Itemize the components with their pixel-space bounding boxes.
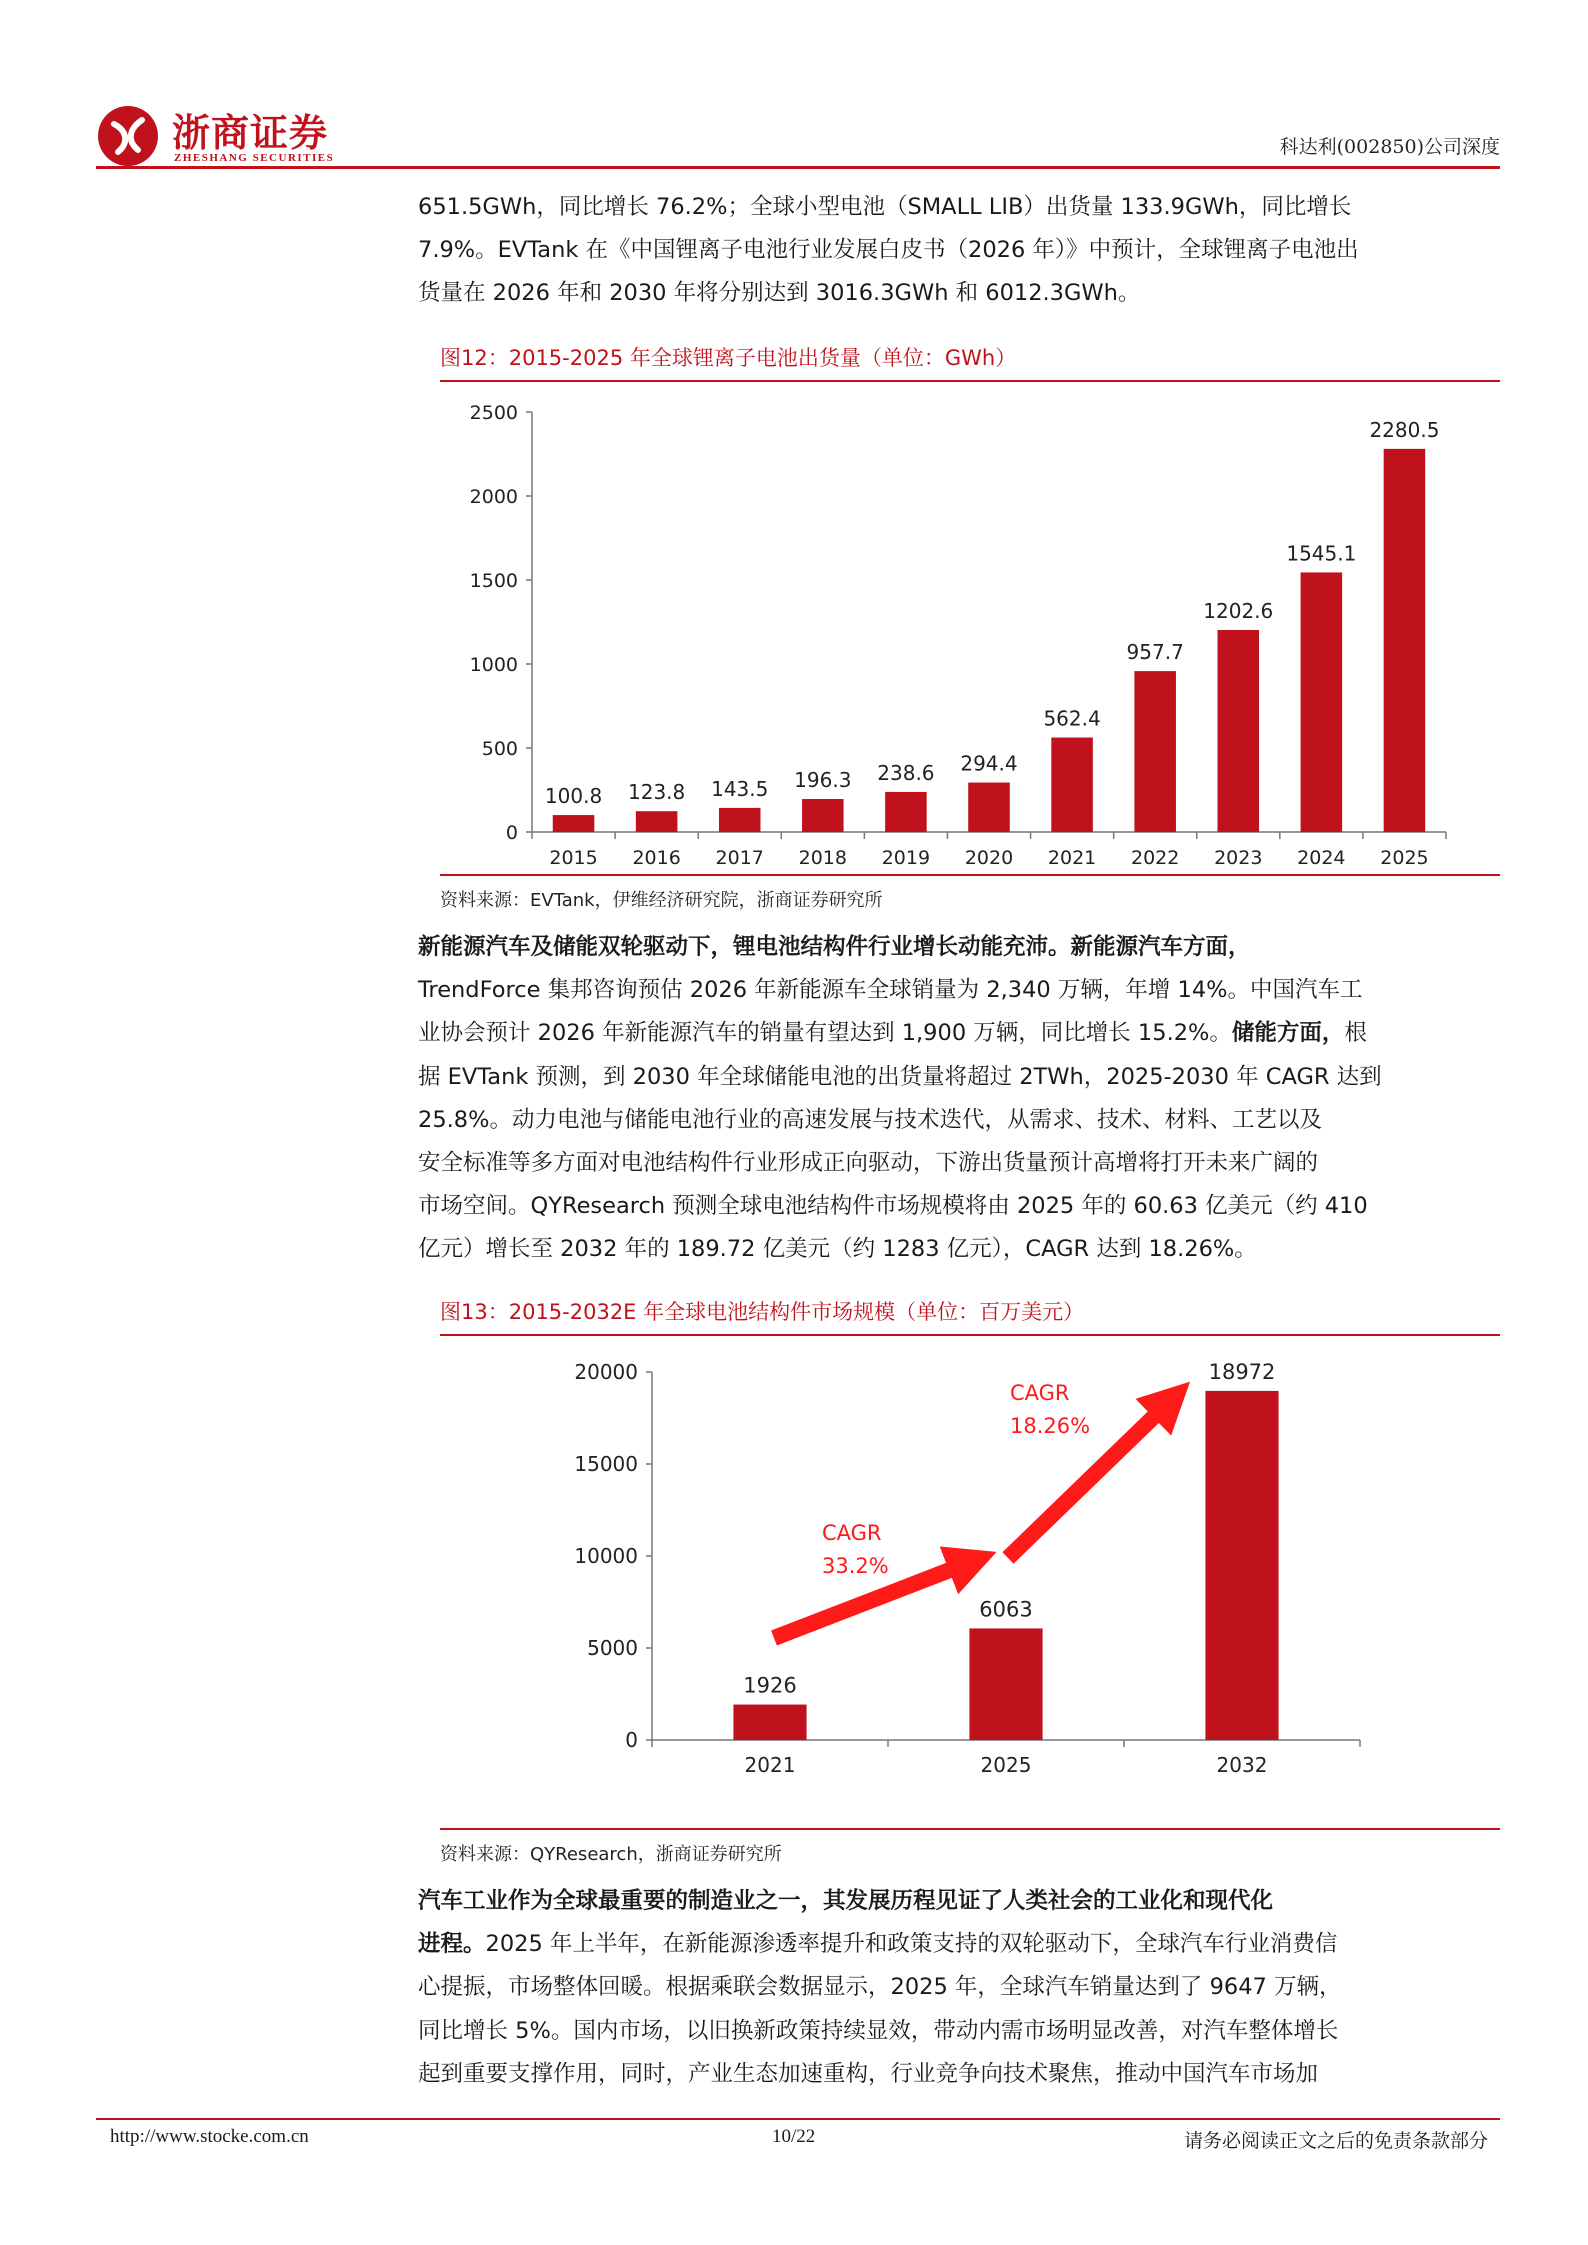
bar	[636, 811, 678, 832]
paragraph-line	[418, 1966, 1500, 2009]
paragraph-line: 7.9%。EVTank 在《中国锂离子电池行业发展白皮书（2026 年）》中预计，全球锂离子电池出	[418, 237, 1359, 264]
text-run: 25.8%。动力电池与储能电池行业的高速发展与技术迭代，从需求、技术、材料、工艺以及	[418, 1106, 1322, 1133]
data-label: 143.5	[711, 776, 769, 801]
bar	[802, 799, 844, 832]
cagr-label: CAGR	[1010, 1381, 1070, 1405]
logo-text-en: ZHESHANG SECURITIES	[174, 152, 335, 164]
figure-12-source: 资料来源：EVTank，伊维经济研究院，浙商证券研究所	[440, 890, 883, 911]
x-tick-label: 2025	[1380, 847, 1429, 869]
data-label: 1926	[743, 1673, 797, 1698]
x-tick-label: 2020	[964, 847, 1014, 869]
x-tick-label: 2021	[1047, 847, 1097, 869]
x-tick-label: 2016	[632, 847, 681, 869]
data-label: 2280.5	[1369, 417, 1440, 442]
text-run: 根	[1344, 1020, 1367, 1047]
y-tick-label: 15000	[574, 1452, 638, 1476]
paragraph-line: 货量在 2026 年和 2030 年将分别达到 3016.3GWh 和 6012.3GWh。	[418, 280, 1141, 307]
data-label: 123.8	[628, 780, 686, 805]
data-label: 1202.6	[1203, 598, 1274, 623]
paragraph-line	[418, 2053, 1500, 2096]
cagr-value: 18.26%	[1010, 1414, 1091, 1438]
figure-12-title: 图12：2015-2025 年全球锂离子电池出货量（单位：GWh）	[440, 346, 1017, 370]
footer-website-link[interactable]: http://www.stocke.com.cn	[110, 2126, 309, 2147]
data-label: 957.7	[1126, 640, 1184, 665]
bar	[719, 808, 761, 832]
data-label: 196.3	[794, 768, 852, 793]
cagr-value: 33.2%	[822, 1554, 889, 1578]
x-tick-label: 2018	[798, 847, 847, 869]
figure-12-top-rule	[440, 380, 1500, 382]
x-tick-label: 2022	[1131, 847, 1180, 869]
bar	[968, 783, 1010, 832]
paragraph-line	[418, 1142, 1500, 1185]
data-label: 294.4	[960, 751, 1018, 776]
paragraph-line	[418, 1880, 1500, 1923]
paragraph-line	[418, 969, 1500, 1012]
x-tick-label: 2017	[715, 847, 764, 869]
bar	[1384, 449, 1426, 832]
bold-text: 汽车工业作为全球最重要的制造业之一，其发展历程见证了人类社会的工业化和现代化	[418, 1888, 1274, 1914]
y-tick-label: 500	[481, 738, 518, 760]
paragraph-line	[418, 1228, 1500, 1271]
text-run: TrendForce 集邦咨询预估 2026 年新能源车全球销量为 2,340 万辆，年增 14%。中国汽车工	[418, 977, 1363, 1004]
y-tick-label: 2000	[469, 486, 518, 508]
chart-lithium-battery-shipments	[440, 384, 1500, 874]
y-tick-label: 0	[625, 1728, 638, 1752]
paragraph-line	[418, 1185, 1500, 1228]
bar	[733, 1705, 806, 1740]
bar	[553, 815, 595, 832]
x-tick-label: 2024	[1297, 847, 1346, 869]
bold-text: 进程。	[418, 1931, 486, 1958]
logo-mark-icon	[96, 104, 160, 168]
report-title: 科达利(002850)公司深度	[1279, 136, 1500, 158]
footer-divider	[96, 2118, 1500, 2120]
paragraph-1	[418, 186, 1500, 316]
bold-text: 新能源汽车及储能双轮驱动下，锂电池结构件行业增长动能充沛。新能源汽车方面，	[418, 934, 1251, 960]
header-divider	[96, 166, 1500, 169]
y-tick-label: 2500	[469, 402, 518, 424]
text-run: 市场空间。QYResearch 预测全球电池结构件市场规模将由 2025 年的 60.63 亿美元（约 410	[418, 1193, 1368, 1220]
footer-disclaimer: 请务必阅读正文之后的免责条款部分	[1183, 2130, 1488, 2152]
paragraph-line: 651.5GWh，同比增长 76.2%；全球小型电池（SMALL LIB）出货量 133.9GWh，同比增长	[418, 194, 1352, 220]
x-tick-label: 2023	[1214, 847, 1263, 869]
data-label: 6063	[979, 1597, 1033, 1622]
bar	[1134, 671, 1176, 832]
x-tick-label: 2015	[549, 847, 598, 869]
chart-battery-structure-market	[440, 1340, 1500, 1830]
text-run: 据 EVTank 预测，到 2030 年全球储能电池的出货量将超过 2TWh，2025-2030 年 CAGR 达到	[418, 1063, 1382, 1090]
y-tick-label: 0	[505, 822, 518, 844]
text-run: 亿元）增长至 2032 年的 189.72 亿美元（约 1283 亿元），CAGR 达到 18.26%。	[418, 1236, 1257, 1263]
bar	[1301, 572, 1343, 832]
data-label: 562.4	[1043, 706, 1101, 731]
y-tick-label: 20000	[574, 1360, 638, 1384]
y-tick-label: 5000	[587, 1636, 638, 1660]
bar	[969, 1628, 1042, 1740]
text-run: 安全标准等多方面对电池结构件行业形成正向驱动，下游出货量预计高增将打开未来广阔的	[418, 1149, 1319, 1176]
text-run: 2025 年上半年，在新能源渗透率提升和政策支持的双轮驱动下，全球汽车行业消费信	[485, 1931, 1338, 1958]
cagr-label: CAGR	[822, 1521, 882, 1545]
bold-text: 储能方面，	[1231, 1020, 1345, 1047]
text-run: 同比增长 5%。国内市场，以旧换新政策持续显效，带动内需市场明显改善，对汽车整体增长	[418, 2017, 1339, 2044]
text-run: 起到重要支撑作用，同时，产业生态加速重构，行业竞争向技术聚焦，推动中国汽车市场加	[418, 2060, 1319, 2087]
paragraph-line	[418, 1012, 1500, 1055]
y-tick-label: 1500	[469, 570, 518, 592]
text-run: 心提振，市场整体回暖。根据乘联会数据显示，2025 年，全球汽车销量达到了 9647 万辆，	[418, 1974, 1342, 2001]
x-tick-label: 2025	[980, 1753, 1032, 1777]
company-logo	[96, 100, 376, 170]
figure-12-bottom-rule	[440, 874, 1500, 876]
bar	[1205, 1391, 1278, 1740]
y-tick-label: 1000	[469, 654, 518, 676]
data-label: 238.6	[877, 760, 935, 785]
paragraph-3	[418, 1880, 1500, 2096]
figure-13-bottom-rule	[440, 1828, 1500, 1830]
data-label: 100.8	[544, 784, 603, 809]
data-label: 18972	[1208, 1359, 1276, 1384]
paragraph-line	[418, 1923, 1500, 1966]
paragraph-line	[418, 926, 1500, 969]
figure-13-title: 图13：2015-2032E 年全球电池结构件市场规模（单位：百万美元）	[440, 1300, 1085, 1324]
figure-13-source: 资料来源：QYResearch，浙商证券研究所	[440, 1844, 782, 1865]
page-number: 10/22	[772, 2126, 816, 2147]
paragraph-line	[418, 2010, 1500, 2053]
data-label: 1545.1	[1286, 541, 1357, 566]
x-tick-label: 2032	[1216, 1753, 1268, 1777]
figure-13-top-rule	[440, 1334, 1500, 1336]
paragraph-line	[418, 1099, 1500, 1142]
x-tick-label: 2019	[881, 847, 931, 869]
bar	[1218, 630, 1260, 832]
text-run: 业协会预计 2026 年新能源汽车的销量有望达到 1,900 万辆，同比增长 15.2%。	[418, 1020, 1232, 1047]
bar	[885, 792, 927, 832]
paragraph-2	[418, 926, 1500, 1272]
logo-text-cn: 浙商证券	[172, 111, 329, 155]
paragraph-line	[418, 1056, 1500, 1099]
bar	[1051, 738, 1093, 832]
y-tick-label: 10000	[574, 1544, 638, 1568]
x-tick-label: 2021	[744, 1753, 796, 1777]
